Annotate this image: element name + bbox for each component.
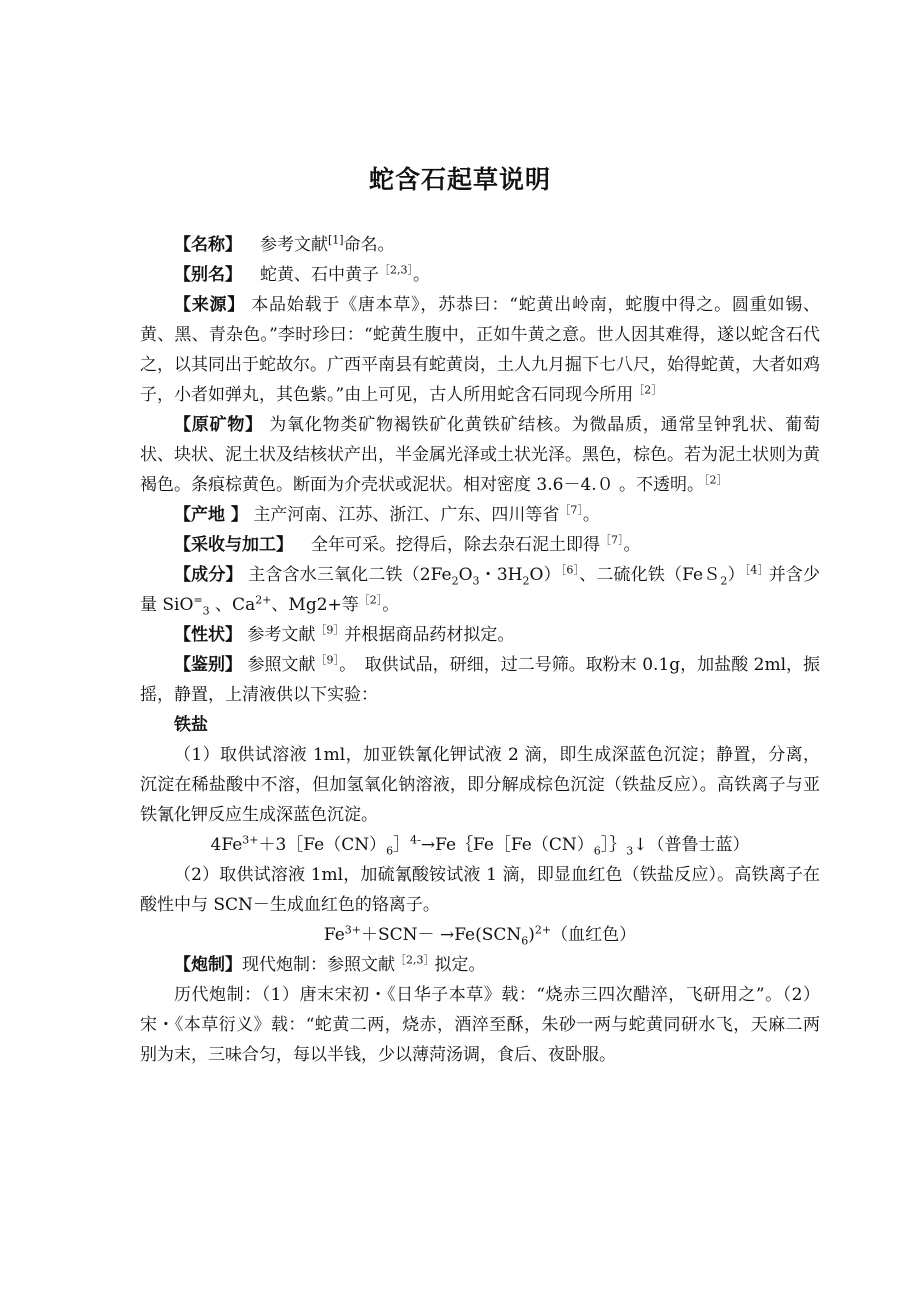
section-label: 【别名】 [174,265,242,285]
section-label: 【鉴别】 [174,655,243,675]
iron-salt-test-1: （1）取供试溶液 1ml，加亚铁氰化钾试液 2 滴，即生成深蓝色沉淀；静置，分离，沉淀在稀盐酸中不溶，但加氢氧化钠溶液，即分解成棕色沉淀（铁盐反应）。高铁离子与亚铁氰化钾反应生成深蓝色沉淀。 [140,745,820,825]
iron-salt-test-2: （2）取供试溶液 1ml，加硫氰酸铵试液 1 滴，即显血红色（铁盐反应）。高铁离子在酸性中与 SCN－生成血红色的铬离子。 [140,865,820,915]
document-body [140,230,820,1070]
section-label: 【产地 】 [174,505,248,525]
section-mineral: 【原矿物】 为氧化物类矿物褐铁矿化黄铁矿结核。为微晶质，通常呈钟乳状、葡萄状、块状、泥土状及结核状产出，半金属光泽或土状光泽。黑色，棕色。若为泥土状则为黄褐色。条痕棕黄色。断面为介壳状或泥状。相对密度 3.6－4.０ 。不透明。$^{[2]}$ [140,415,821,495]
processing-history: 历代炮制：（1）唐末宋初・《日华子本草》载：“烧赤三四次醋淬，飞研用之”。（2）宋・《本草衍义》载：“蛇黄二两，烧赤，酒淬至酥，朱砂一两与蛇黄同研水飞，天麻二两别为末，三味合匀，每以半钱，少以薄菏汤调，食后、夜卧服。 [140,985,820,1065]
section-label: 【原矿物】 [174,415,263,435]
document-title: 蛇含石起草说明 [368,165,551,194]
section-processing: 【炮制】现代炮制：参照文献$^{[2,3]}$拟定。 [174,953,486,975]
section-harvest: 【采收与加工】 全年可采。挖得后，除去杂石泥土即得$^{[7]}$。 [174,533,641,555]
section-label: 【炮制】 [174,955,242,975]
section-source: 【来源】 本品始载于《唐本草》，苏恭曰：“蛇黄出岭南，蛇腹中得之。圆重如锡、黄、黑、青杂色。”李时珍曰：“蛇黄生腹中，正如牛黄之意。世人因其难得，遂以蛇含石代之，以其同出于蛇故尔。广西平南县有蛇黄岗，土人九月掘下七八尺，始得蛇黄，大者如鸡子，小者如弹丸，其色紫。”由上可见，古人所用蛇含石同现今所用$^{[2]}$ [140,295,820,405]
section-label: 【采收与加工】 [174,535,293,555]
formula-blood-red: $Fe^{3+}+SCN- \to Fe(SCN_6)^{2+}$（血红色） [323,923,637,948]
formula-prussian-blue: $4Fe^{3+}+3[Fe(CN)_6]^{4-}\to Fe\{Fe[Fe(CN)_6]\}_3↓$（普鲁士蓝） [210,833,750,858]
section-character: 【性状】 参考文献$^{[9]}$并根据商品药材拟定。 [174,623,515,645]
section-origin: 【产地 】 主产河南、江苏、浙江、广东、四川等省$^{[7]}$。 [174,503,600,525]
section-identification: 【鉴别】 参照文献$^{[9]}$。 取供试品，研细，过二号筛。取粉末 0.1g，加盐酸 2ml，振摇，静置，上清液供以下实验： [140,653,821,705]
section-label: 【来源】 [174,295,246,315]
iron-salt-heading: 铁盐 [174,715,208,735]
section-label: 【名称】 [174,235,242,255]
section-label: 【性状】 [174,625,242,645]
section-alias: 【别名】 蛇黄、石中黄子$^{[2,3]}$。 [174,263,430,285]
section-label: 【成分】 [174,565,243,585]
section-name: 【名称】 参考文献[1]命名。 [174,233,395,255]
section-composition: 【成分】 主含含水三氧化二铁（$2Fe_2O_3$・$3H_2O)^{[6]}$、二硫化铁（FeＳ$_2$）$^{[4]}$并含少量 SiO=$_3$ 、$Ca^{2+}$、Mg2+等$^{[2]}$。 [140,563,821,618]
